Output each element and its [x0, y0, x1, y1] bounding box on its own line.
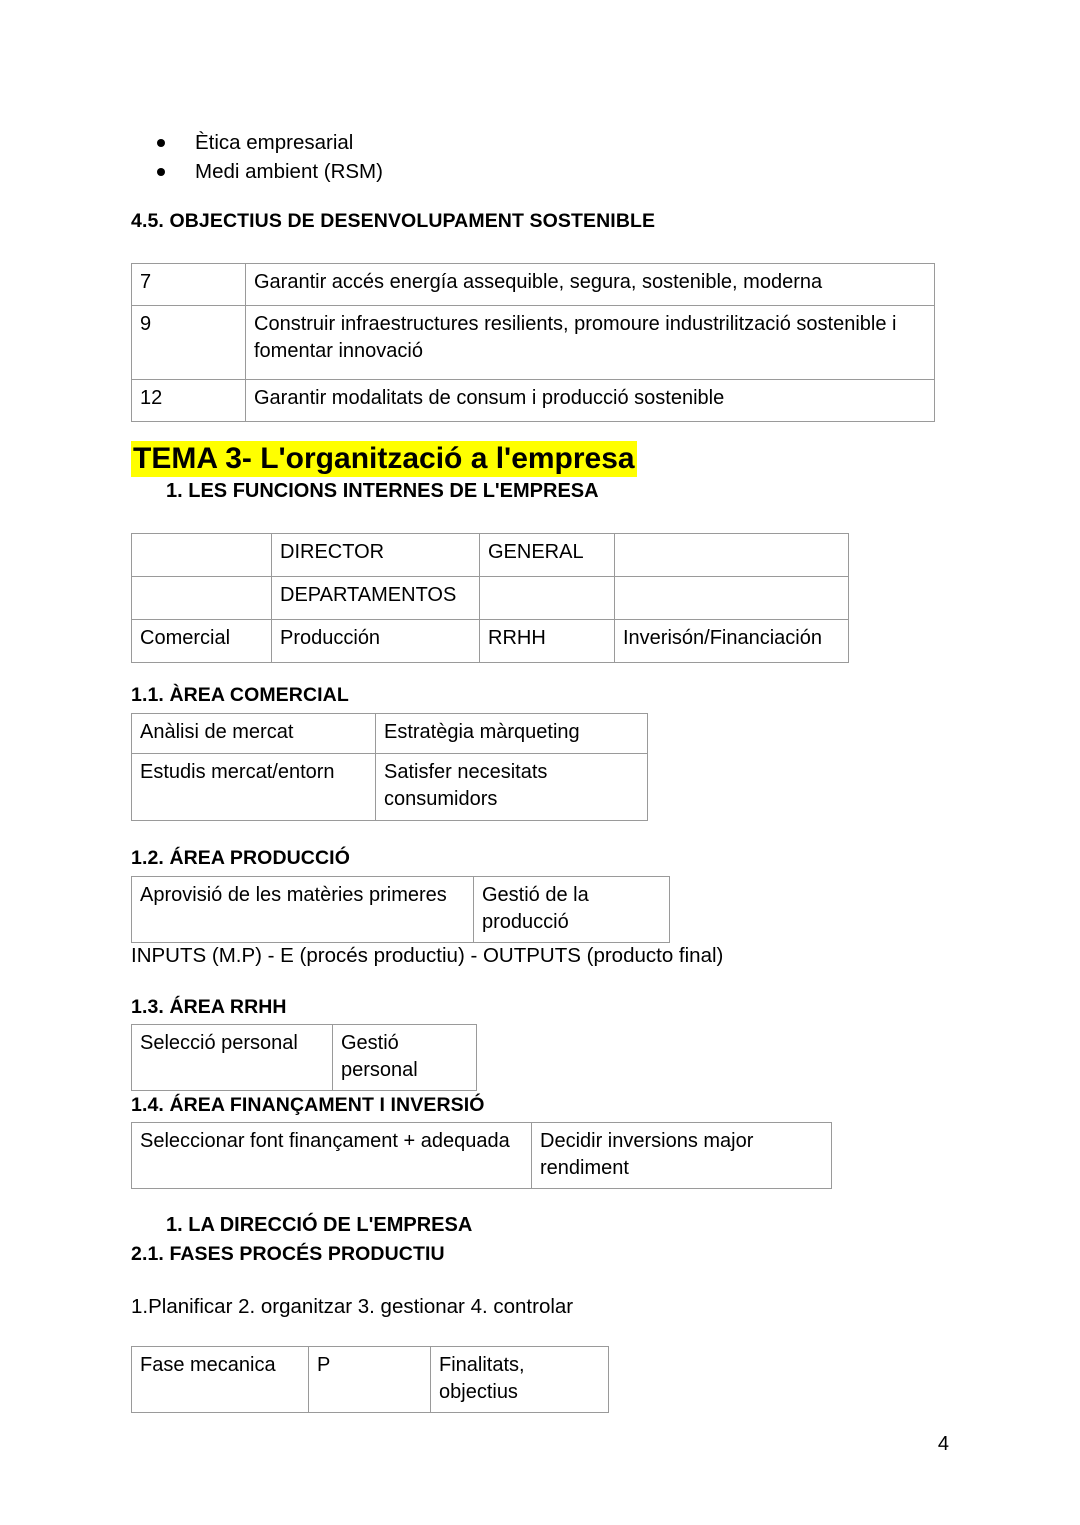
table-row — [132, 714, 648, 754]
cell-rrhh: Gestió personal — [333, 1025, 477, 1091]
cell-org — [615, 534, 849, 577]
cell-produccio: Gestió de la producció — [474, 877, 670, 943]
cell-ods-description: Construir infraestructures resilients, promoure industrilització sostenible i fomentar innovació — [246, 306, 935, 380]
heading-section-1-3: 1.3. ÁREA RRHH — [131, 996, 287, 1018]
cell-fase: Fase mecanica — [132, 1347, 309, 1413]
heading-section-1-1: 1.1. ÀREA COMERCIAL — [131, 684, 349, 706]
cell-org: GENERAL — [480, 534, 615, 577]
cell-org — [132, 534, 272, 577]
table-row — [132, 877, 670, 943]
cell-financament: Seleccionar font finançament + adequada — [132, 1123, 532, 1189]
heading-funcions-internes: 1. LES FUNCIONS INTERNES DE L'EMPRESA — [166, 480, 599, 502]
list-item-label: Ètica empresarial — [195, 131, 354, 154]
page-title — [131, 442, 637, 476]
cell-rrhh: Selecció personal — [132, 1025, 333, 1091]
table-fases-proces — [131, 1346, 609, 1413]
table-row — [132, 754, 648, 821]
table-row — [132, 534, 849, 577]
cell-org — [132, 577, 272, 620]
cell-produccio: Aprovisió de les matèries primeres — [132, 877, 474, 943]
table-row — [132, 1025, 477, 1091]
table-area-produccio — [131, 876, 670, 943]
cell-comercial: Estratègia màrqueting — [376, 714, 648, 754]
cell-ods-description: Garantir accés energía assequible, segura, sostenible, moderna — [246, 264, 935, 306]
table-area-financament — [131, 1122, 832, 1189]
cell-ods-description: Garantir modalitats de consum i producció sostenible — [246, 380, 935, 422]
table-area-rrhh — [131, 1024, 477, 1091]
table-row — [132, 620, 849, 663]
table-organitzacio — [131, 533, 849, 663]
cell-org: Producción — [272, 620, 480, 663]
cell-ods-number: 9 — [132, 306, 246, 380]
bullet-list — [157, 128, 383, 186]
cell-org: RRHH — [480, 620, 615, 663]
cell-org — [480, 577, 615, 620]
table-area-comercial — [131, 713, 648, 821]
table-row — [132, 1123, 832, 1189]
text-inputs-outputs-flow: INPUTS (M.P) - E (procés productiu) - OUTPUTS (producto final) — [131, 944, 724, 967]
table-row — [132, 1347, 609, 1413]
list-item — [157, 157, 383, 186]
page-title-highlighted-text: TEMA 3- L'organització a l'empresa — [133, 442, 635, 475]
cell-org: Comercial — [132, 620, 272, 663]
cell-fase: Finalitats, objectius — [431, 1347, 609, 1413]
cell-org — [615, 577, 849, 620]
cell-comercial: Anàlisi de mercat — [132, 714, 376, 754]
heading-section-2-1: 2.1. FASES PROCÉS PRODUCTIU — [131, 1243, 445, 1265]
list-item-label: Medi ambient (RSM) — [195, 160, 383, 183]
cell-financament: Decidir inversions major rendiment — [532, 1123, 832, 1189]
cell-ods-number: 7 — [132, 264, 246, 306]
heading-section-1-4: 1.4. ÁREA FINANÇAMENT I INVERSIÓ — [131, 1094, 485, 1116]
cell-ods-number: 12 — [132, 380, 246, 422]
table-row — [132, 264, 935, 306]
cell-comercial: Estudis mercat/entorn — [132, 754, 376, 821]
list-item — [157, 128, 383, 157]
heading-direccio-empresa: 1. LA DIRECCIÓ DE L'EMPRESA — [166, 1214, 473, 1236]
page-number: 4 — [937, 1433, 949, 1455]
cell-comercial: Satisfer necesitats consumidors — [376, 754, 648, 821]
cell-org: DEPARTAMENTOS — [272, 577, 480, 620]
heading-section-1-2: 1.2. ÁREA PRODUCCIÓ — [131, 847, 350, 869]
cell-org: DIRECTOR — [272, 534, 480, 577]
table-row — [132, 577, 849, 620]
cell-fase: P — [309, 1347, 431, 1413]
heading-section-4-5: 4.5. OBJECTIUS DE DESENVOLUPAMENT SOSTENIBLE — [131, 210, 656, 232]
bullet-dot-icon — [157, 139, 165, 147]
table-objectius-desenvolupament — [131, 263, 935, 422]
text-fases-steps: 1.Planificar 2. organitzar 3. gestionar 4. controlar — [131, 1295, 574, 1318]
table-row — [132, 306, 935, 380]
cell-org: Inverisón/Financiación — [615, 620, 849, 663]
table-row — [132, 380, 935, 422]
bullet-dot-icon — [157, 168, 165, 176]
